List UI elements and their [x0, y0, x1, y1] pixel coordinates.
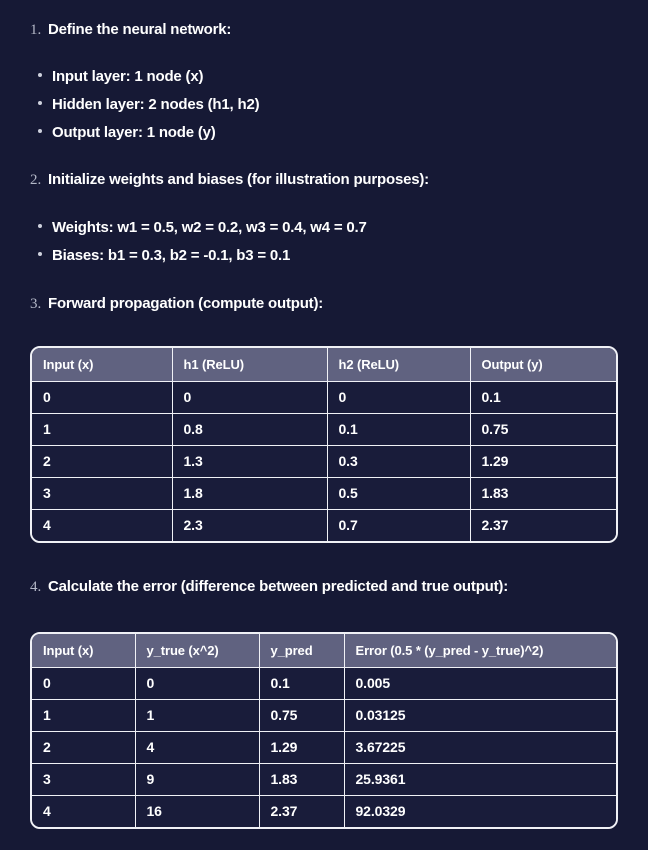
table-cell: 0 — [135, 667, 259, 699]
bullet-item — [38, 219, 618, 237]
table-header-cell: h2 (ReLU) — [327, 348, 470, 381]
step-item-4 — [30, 578, 618, 596]
step-item-3 — [30, 295, 618, 313]
table-cell: 16 — [135, 795, 259, 827]
error-table — [30, 632, 618, 829]
step-number: 4. — [30, 579, 42, 595]
bullet-label: Output layer: 1 node (y) — [52, 124, 216, 141]
table-cell: 0.75 — [470, 413, 618, 445]
table-cell: 0.5 — [327, 477, 470, 509]
table-cell: 0.1 — [327, 413, 470, 445]
table-cell: 3.67225 — [344, 731, 618, 763]
bullet-item — [38, 96, 618, 114]
table-cell: 1 — [135, 699, 259, 731]
table-cell: 2.37 — [470, 509, 618, 541]
table-row — [32, 381, 618, 413]
table-cell: 0.8 — [172, 413, 327, 445]
table-header-cell: h1 (ReLU) — [172, 348, 327, 381]
table-header-cell: Output (y) — [470, 348, 618, 381]
table-cell: 1 — [32, 699, 135, 731]
step-label: Calculate the error (difference between predicted and true output): — [48, 578, 509, 595]
step-label: Initialize weights and biases (for illustration purposes): — [48, 171, 429, 188]
table-row — [32, 731, 618, 763]
bullet-item — [38, 124, 618, 142]
table-cell: 1.29 — [470, 445, 618, 477]
table-header-cell: Input (x) — [32, 634, 135, 667]
table-cell: 92.0329 — [344, 795, 618, 827]
bullet-label: Input layer: 1 node (x) — [52, 68, 204, 85]
step-number: 2. — [30, 172, 42, 188]
table-cell: 25.9361 — [344, 763, 618, 795]
table-cell: 0.7 — [327, 509, 470, 541]
table-cell: 1.83 — [470, 477, 618, 509]
bullet-dot-icon — [38, 252, 42, 256]
table-row — [32, 795, 618, 827]
table-cell: 2 — [32, 731, 135, 763]
table-header-cell: Error (0.5 * (y_pred - y_true)^2) — [344, 634, 618, 667]
table-row — [32, 445, 618, 477]
step-label: Forward propagation (compute output): — [48, 295, 324, 312]
table-cell: 0.1 — [470, 381, 618, 413]
table-cell: 4 — [32, 509, 172, 541]
step-number: 1. — [30, 22, 42, 38]
table-cell: 3 — [32, 763, 135, 795]
table-row — [32, 763, 618, 795]
table-cell: 9 — [135, 763, 259, 795]
bullet-label: Hidden layer: 2 nodes (h1, h2) — [52, 96, 260, 113]
table-row — [32, 413, 618, 445]
table-cell: 1.8 — [172, 477, 327, 509]
bullet-dot-icon — [38, 101, 42, 105]
bullet-dot-icon — [38, 129, 42, 133]
table-row — [32, 667, 618, 699]
table-cell: 0.1 — [259, 667, 344, 699]
step2-bullet-list — [30, 219, 618, 265]
table-cell: 0.03125 — [344, 699, 618, 731]
table-row — [32, 509, 618, 541]
table-cell: 0.75 — [259, 699, 344, 731]
step1-bullet-list — [30, 68, 618, 142]
table-header-cell: Input (x) — [32, 348, 172, 381]
table-cell: 2.37 — [259, 795, 344, 827]
table-header-row — [32, 634, 618, 667]
table-row — [32, 699, 618, 731]
table-cell: 0.3 — [327, 445, 470, 477]
forward-propagation-table — [30, 346, 618, 543]
bullet-dot-icon — [38, 73, 42, 77]
table-cell: 4 — [32, 795, 135, 827]
table-cell: 1.29 — [259, 731, 344, 763]
table-cell: 0.005 — [344, 667, 618, 699]
bullet-label: Weights: w1 = 0.5, w2 = 0.2, w3 = 0.4, w4 = 0.7 — [52, 219, 367, 236]
table-cell: 0 — [327, 381, 470, 413]
table-cell: 1.83 — [259, 763, 344, 795]
table-header-cell: y_pred — [259, 634, 344, 667]
table-cell: 4 — [135, 731, 259, 763]
table-cell: 1.3 — [172, 445, 327, 477]
step-item-1 — [30, 21, 618, 39]
table-cell: 3 — [32, 477, 172, 509]
table-cell: 2.3 — [172, 509, 327, 541]
bullet-item — [38, 247, 618, 265]
bullet-dot-icon — [38, 224, 42, 228]
bullet-item — [38, 68, 618, 86]
table-cell: 0 — [32, 667, 135, 699]
table-cell: 1 — [32, 413, 172, 445]
step-item-2 — [30, 171, 618, 189]
table-header-row — [32, 348, 618, 381]
table-header-cell: y_true (x^2) — [135, 634, 259, 667]
table-cell: 2 — [32, 445, 172, 477]
bullet-label: Biases: b1 = 0.3, b2 = -0.1, b3 = 0.1 — [52, 247, 291, 264]
step-label: Define the neural network: — [48, 21, 232, 38]
table-cell: 0 — [32, 381, 172, 413]
step-number: 3. — [30, 296, 42, 312]
table-row — [32, 477, 618, 509]
table-cell: 0 — [172, 381, 327, 413]
